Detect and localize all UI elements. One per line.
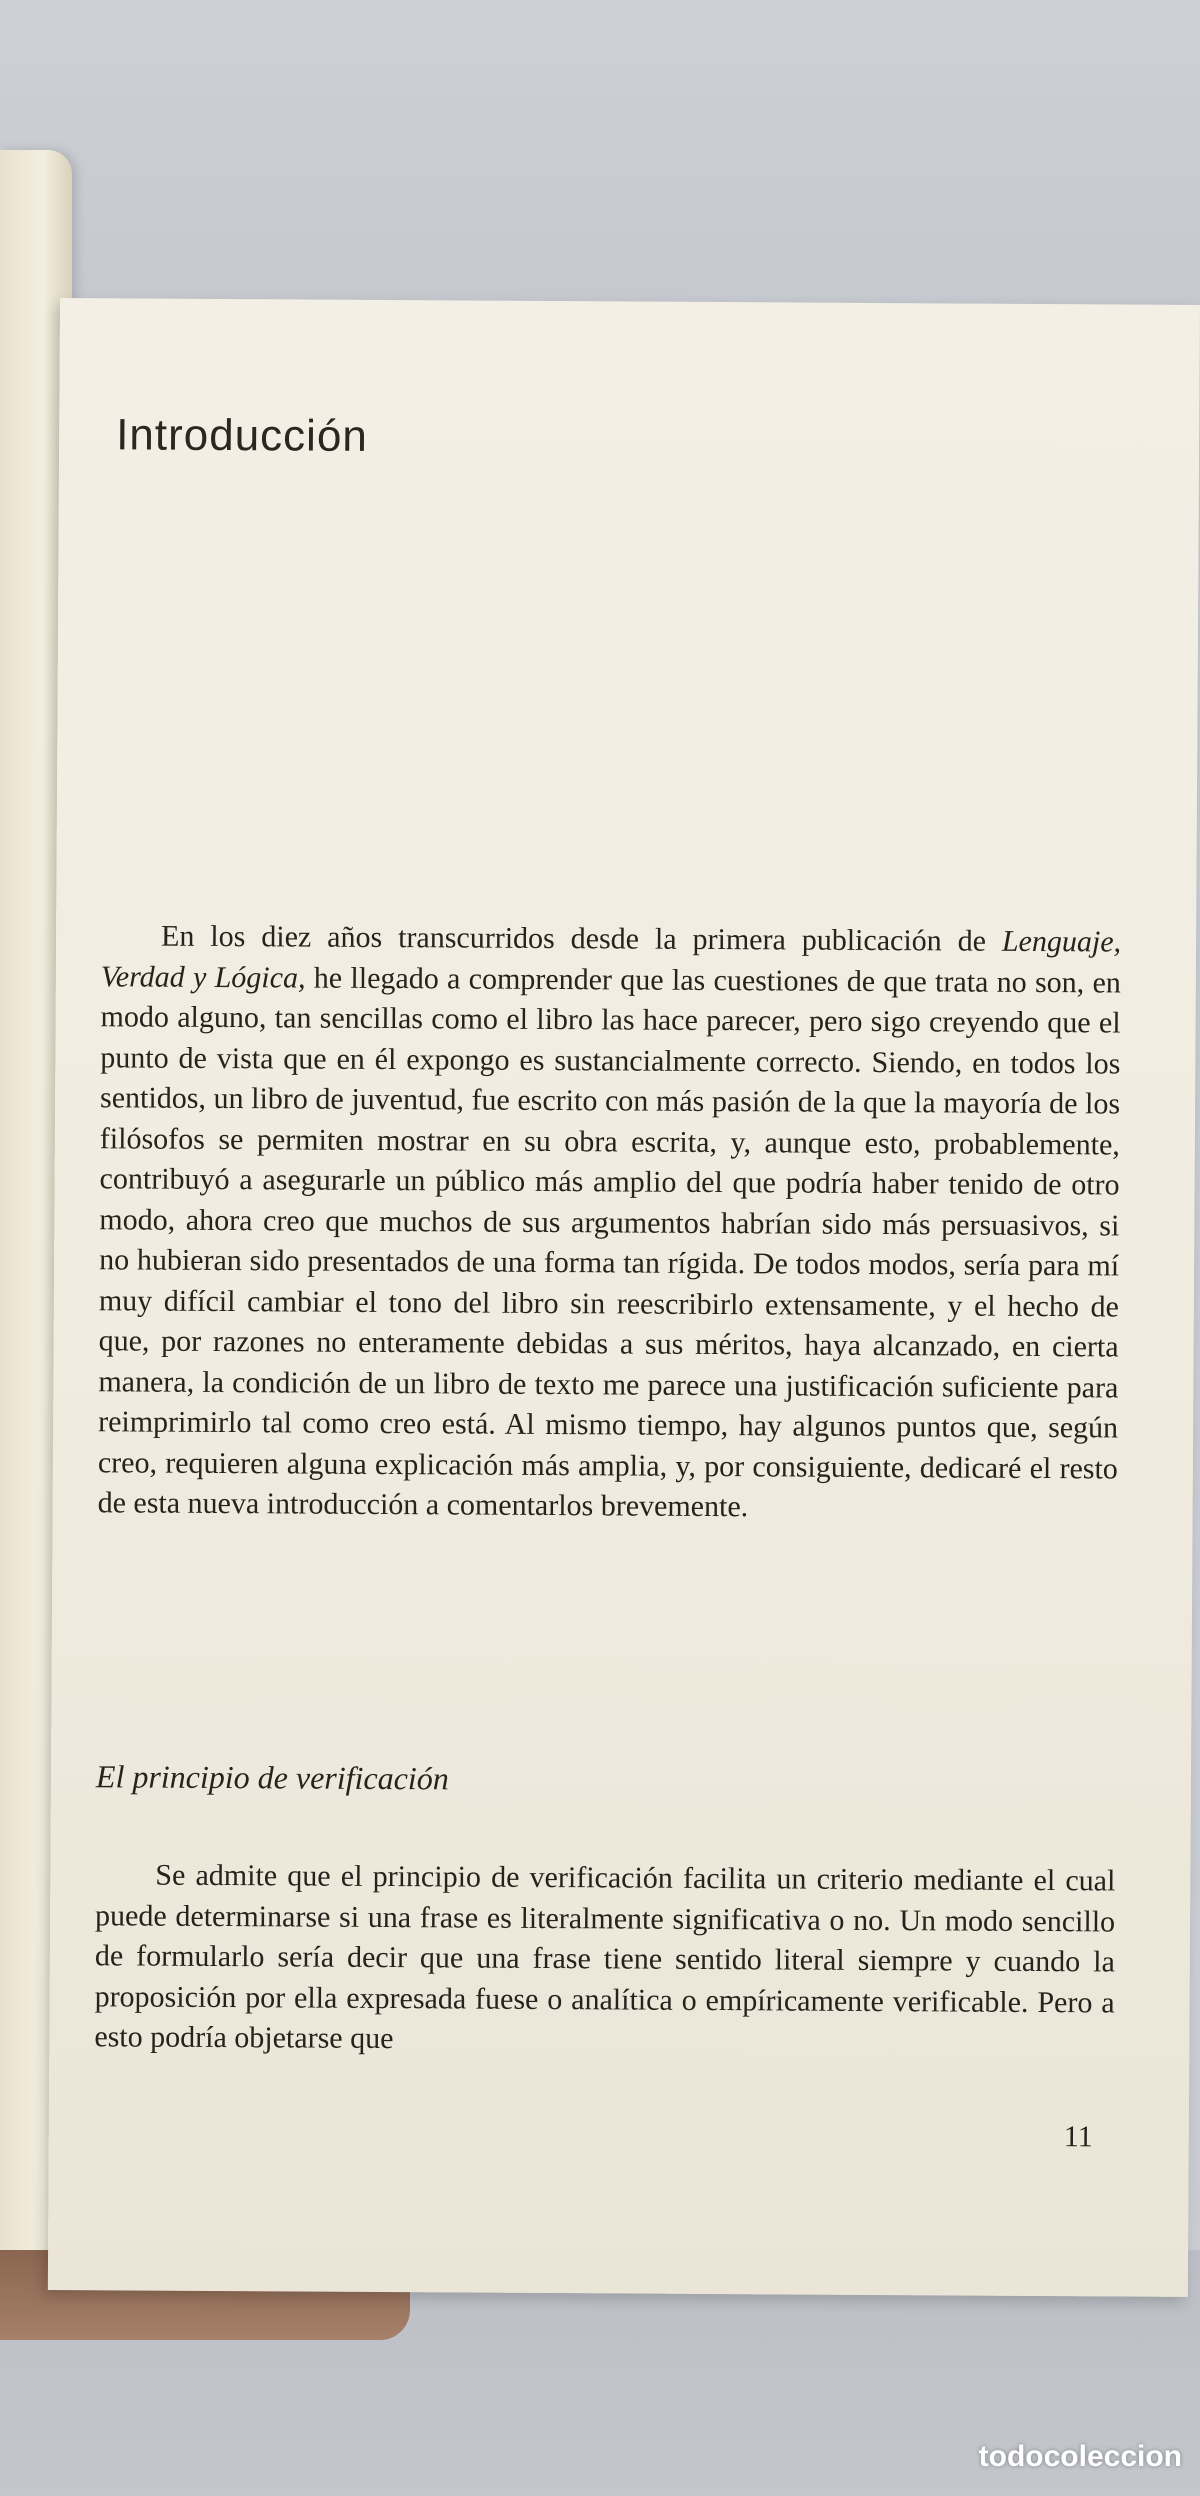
- chapter-title: Introducción: [116, 410, 369, 461]
- section-heading: El principio de verificación: [95, 1758, 449, 1797]
- watermark-logo: todocoleccion: [978, 2440, 1182, 2473]
- intro-text-rest: he llegado a comprender que las cuestiones de que trata no son, en modo alguno, tan sencillas como el libro las hace parecer, pero sigo creyendo que el punto de vista que en él expongo es sustancialmente correcto. Siendo, en todos los sentidos, un libro de juventud, fue escrito con más pasión de la que la mayoría de los filósofos se permiten mostrar en su obra escrita, y, aunque esto, probablemente, contribuyó a asegurarle un público más amplio del que podría haber tenido de otro modo, ahora creo que muchos de sus argumentos habrían sido más persuasivos, si no hubieran sido presentados de una forma tan rígida. De todos modos, sería para mí muy difícil cambiar el tono del libro sin reescribirlo extensamente, y el hecho de que, por razones no enteramente debidas a sus méritos, haya alcanzado, en cierta manera, la condición de un libro de texto me parece una justificación suficiente para reimprimirlo tal como creo está. Al mismo tiempo, hay algunos puntos que, según creo, requieren alguna explicación más amplia, y, por consiguiente, dedicaré el resto de esta nueva introducción a comentarlos brevemente.: [97, 961, 1121, 1524]
- book-title-italic: Lenguaje, Verdad y Lógica,: [100, 924, 1122, 995]
- intro-text-start: En los diez años transcurridos desde la primera publicación de: [161, 919, 1003, 958]
- section-paragraph: Se admite que el principio de verificación facilita un criterio mediante el cual puede determinarse si una frase es literalmente significativa o no. Un modo sencillo de formularlo sería decir que una frase tiene sentido literal siempre y cuando la proposición por ella expresada fuese o analítica o empíricamente verificable. Pero a esto podría objetarse que: [94, 1858, 1116, 2056]
- page-content: [93, 298, 1155, 2296]
- page-number: 11: [1063, 2120, 1093, 2154]
- book-page: [48, 298, 1200, 2297]
- intro-paragraph: [98, 916, 1122, 1530]
- background-top: [0, 0, 1200, 330]
- intro-paragraph-text: [98, 916, 1122, 1530]
